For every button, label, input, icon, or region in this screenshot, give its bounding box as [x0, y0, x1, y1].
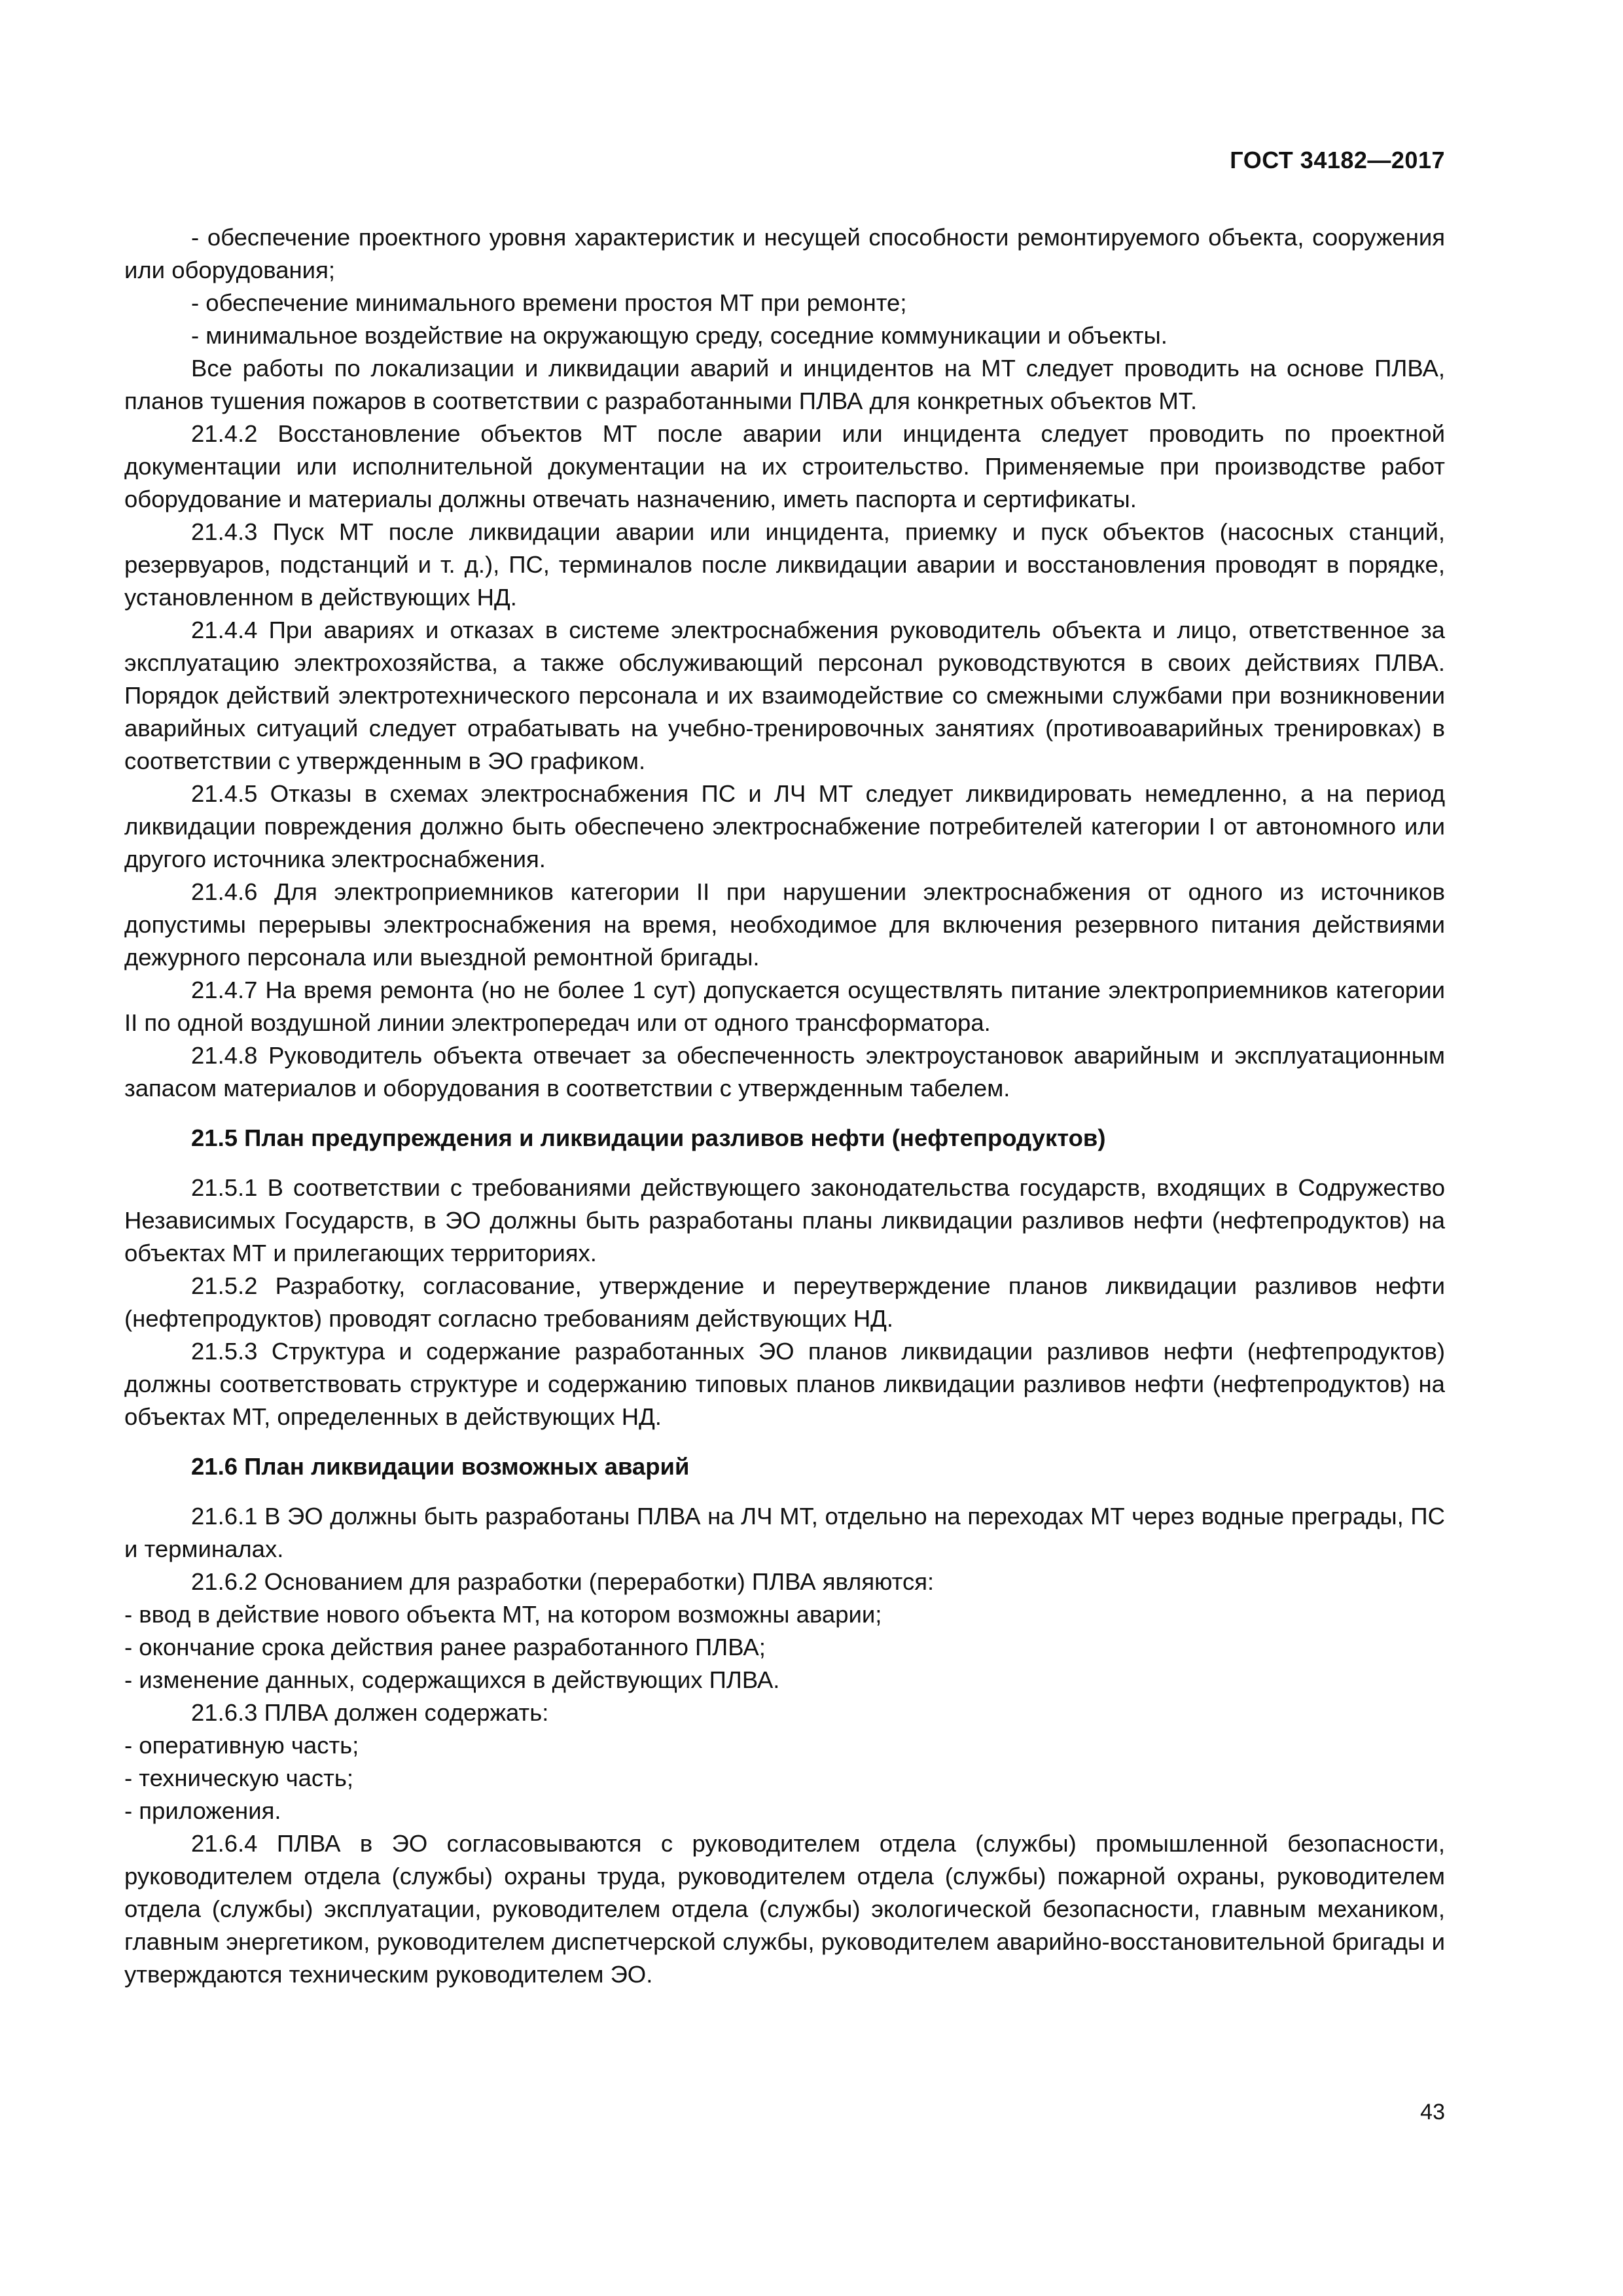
- paragraph-21-4-5: 21.4.5 Отказы в схемах электроснабжения ПС и ЛЧ МТ следует ликвидировать немедленно, а на период ликвидации повреждения должно быть обеспечено электроснабжение потребителей категории I от автономного или другого источника электроснабжения.: [124, 780, 1445, 872]
- list-item: - обеспечение минимального времени простоя МТ при ремонте;: [191, 289, 907, 316]
- paragraph-21-4-4: 21.4.4 При авариях и отказах в системе электроснабжения руководитель объекта и лицо, ответственное за эксплуатацию электрохозяйства, а также обслуживающий персонал руководствуются в своих действиях ПЛВА. Порядок действий электротехнического персонала и их взаимодействие со смежными службами при возникновении аварийных ситуаций следует отрабатывать на учебно-тренировочных занятиях (противоаварийных тренировках) в соответствии с утвержденным в ЭО графиком.: [124, 617, 1445, 774]
- list-item: - обеспечение проектного уровня характеристик и несущей способности ремонтируемого объекта, сооружения или оборудования;: [124, 224, 1445, 283]
- document-body: [124, 221, 1445, 1991]
- list-item: - оперативную часть;: [124, 1732, 359, 1759]
- paragraph-21-6-4: 21.6.4 ПЛВА в ЭО согласовываются с руководителем отдела (службы) промышленной безопасности, руководителем отдела (службы) охраны труда, руководителем отдела (службы) пожарной охраны, руководителем отдела (службы) эксплуатации, руководителем отдела (службы) экологической безопасности, главным механиком, главным энергетиком, руководителем диспетчерской службы, руководителем аварийно-восстановительной бригады и утверждаются техническим руководителем ЭО.: [124, 1830, 1445, 1988]
- paragraph-21-5-2: 21.5.2 Разработку, согласование, утверждение и переутверждение планов ликвидации разливов нефти (нефтепродуктов) проводят согласно требованиям действующих НД.: [124, 1272, 1445, 1332]
- paragraph-21-6-3: 21.6.3 ПЛВА должен содержать:: [191, 1699, 549, 1726]
- list-item: - техническую часть;: [124, 1765, 354, 1791]
- paragraph-21-4-6: 21.4.6 Для электроприемников категории II при нарушении электроснабжения от одного из источников допустимы перерывы электроснабжения на время, необходимое для включения резервного питания действиями дежурного персонала или выездной ремонтной бригады.: [124, 878, 1445, 971]
- paragraph-21-5-1: 21.5.1 В соответствии с требованиями действующего законодательства государств, входящих в Содружество Независимых Государств, в ЭО должны быть разработаны планы ликвидации разливов нефти (нефтепродуктов) на объектах МТ и прилегающих территориях.: [124, 1174, 1445, 1266]
- list-item: - изменение данных, содержащихся в действующих ПЛВА.: [124, 1666, 780, 1693]
- paragraph-21-4-8: 21.4.8 Руководитель объекта отвечает за обеспеченность электроустановок аварийным и эксплуатационным запасом материалов и оборудования в соответствии с утвержденным табелем.: [124, 1042, 1445, 1102]
- list-item: - окончание срока действия ранее разработанного ПЛВА;: [124, 1634, 766, 1660]
- paragraph-21-5-3: 21.5.3 Структура и содержание разработанных ЭО планов ликвидации разливов нефти (нефтепродуктов) должны соответствовать структуре и содержанию типовых планов ликвидации разливов нефти (нефтепродуктов) на объектах МТ, определенных в действующих НД.: [124, 1338, 1445, 1430]
- document-code: ГОСТ 34182—2017: [1230, 147, 1445, 173]
- paragraph-21-4-2: 21.4.2 Восстановление объектов МТ после аварии или инцидента следует проводить по проектной документации или исполнительной документации на их строительство. Применяемые при производстве работ оборудование и материалы должны отвечать назначению, иметь паспорта и сертификаты.: [124, 420, 1445, 512]
- section-heading-21-5: 21.5 План предупреждения и ликвидации разливов нефти (нефтепродуктов): [191, 1124, 1106, 1151]
- paragraph-21-4-3: 21.4.3 Пуск МТ после ликвидации аварии или инцидента, приемку и пуск объектов (насосных станций, резервуаров, подстанций и т. д.), ПС, терминалов после ликвидации аварии и восстановления проводят в порядке, установленном в действующих НД.: [124, 518, 1445, 611]
- list-item: - ввод в действие нового объекта МТ, на котором возможны аварии;: [124, 1601, 882, 1628]
- paragraph-21-4-7: 21.4.7 На время ремонта (но не более 1 сут) допускается осуществлять питание электроприемников категории II по одной воздушной линии электропередач или от одного трансформатора.: [124, 977, 1445, 1036]
- page-number: 43: [1420, 2100, 1445, 2125]
- list-item: - приложения.: [124, 1797, 281, 1824]
- paragraph-21-6-2: 21.6.2 Основанием для разработки (переработки) ПЛВА являются:: [191, 1568, 935, 1595]
- section-heading-21-6: 21.6 План ликвидации возможных аварий: [191, 1453, 690, 1480]
- list-item: - минимальное воздействие на окружающую среду, соседние коммуникации и объекты.: [191, 322, 1168, 349]
- paragraph: Все работы по локализации и ликвидации аварий и инцидентов на МТ следует проводить на основе ПЛВА, планов тушения пожаров в соответствии с разработанными ПЛВА для конкретных объектов МТ.: [124, 355, 1445, 414]
- paragraph-21-6-1: 21.6.1 В ЭО должны быть разработаны ПЛВА на ЛЧ МТ, отдельно на переходах МТ через водные преграды, ПС и терминалах.: [124, 1503, 1445, 1562]
